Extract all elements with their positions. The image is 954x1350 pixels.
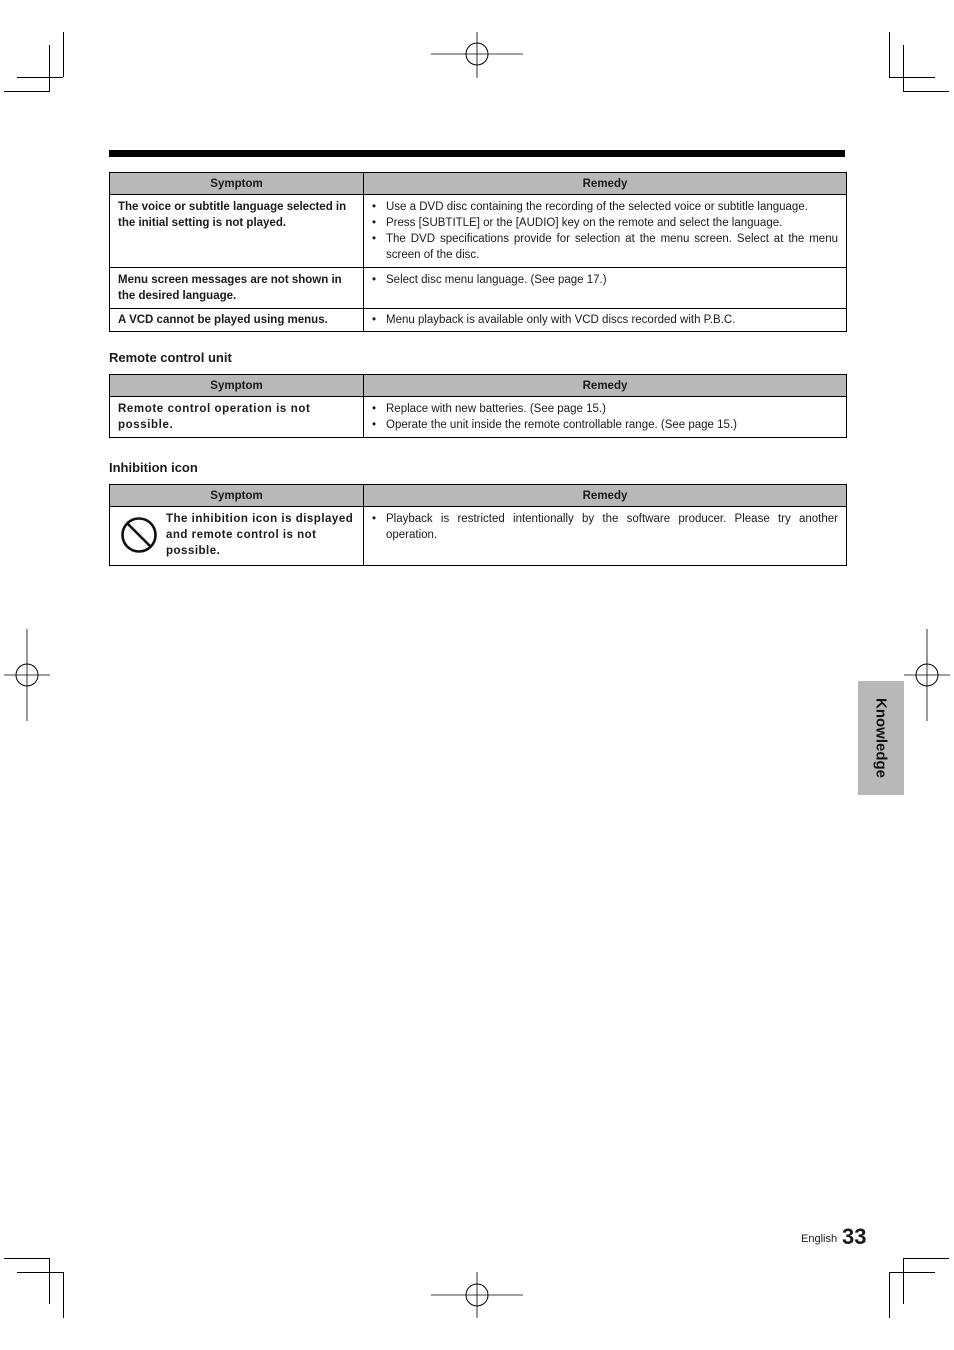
table-header-row	[110, 485, 847, 507]
remedy-header: Remedy	[364, 173, 847, 195]
remedy-cell	[364, 268, 847, 309]
table-row	[110, 507, 847, 566]
footer-language: English	[801, 1233, 838, 1245]
side-tab-knowledge	[858, 681, 904, 795]
troubleshooting-table-inhibition	[109, 484, 847, 566]
table-row	[110, 268, 847, 309]
remedy-header: Remedy	[364, 485, 847, 507]
page-number: 33	[842, 1224, 867, 1249]
remedy-cell	[364, 309, 847, 332]
remedy-item: • Menu playback is available only with VCD discs recorded with P.B.C.	[372, 312, 838, 328]
remedy-item: • Select disc menu language. (See page 17.)	[372, 272, 838, 288]
table-row	[110, 309, 847, 332]
remedy-header: Remedy	[364, 375, 847, 397]
section-heading-remote: Remote control unit	[109, 350, 232, 365]
symptom-header: Symptom	[110, 485, 364, 507]
registration-mark-bottom	[431, 1272, 523, 1318]
table-header-row	[110, 173, 847, 195]
troubleshooting-table-remote	[109, 374, 847, 438]
registration-mark-top	[431, 32, 523, 78]
remedy-cell	[364, 507, 847, 566]
remedy-cell	[364, 195, 847, 268]
remedy-cell	[364, 397, 847, 438]
remedy-item: • Operate the unit inside the remote controllable range. (See page 15.)	[372, 417, 838, 433]
symptom-header: Symptom	[110, 375, 364, 397]
symptom-cell: Remote control operation is not possible.	[110, 397, 364, 438]
symptom-header: Symptom	[110, 173, 364, 195]
remedy-item: • Playback is restricted intentionally by the software producer. Please try another operation.	[372, 511, 838, 543]
header-rule	[109, 150, 845, 157]
symptom-text: The inhibition icon is displayed and remote control is not possible.	[166, 513, 354, 557]
remedy-item: • Press [SUBTITLE] or the [AUDIO] key on the remote and select the language.	[372, 215, 838, 231]
remedy-item: • Replace with new batteries. (See page 15.)	[372, 401, 838, 417]
symptom-cell: The voice or subtitle language selected in the initial setting is not played.	[110, 195, 364, 268]
table-header-row	[110, 375, 847, 397]
side-tab-label: Knowledge	[872, 697, 890, 779]
symptom-cell: A VCD cannot be played using menus.	[110, 309, 364, 332]
remedy-item: • The DVD specifications provide for selection at the menu screen. Select at the menu screen of the disc.	[372, 231, 838, 263]
prohibited-icon	[120, 516, 158, 554]
registration-mark-left	[4, 629, 50, 721]
table-row	[110, 195, 847, 268]
table-row	[110, 397, 847, 438]
troubleshooting-table-disc	[109, 172, 847, 332]
registration-mark-right	[904, 629, 950, 721]
symptom-cell	[110, 507, 364, 566]
remedy-item: • Use a DVD disc containing the recording of the selected voice or subtitle language.	[372, 199, 838, 215]
symptom-cell: Menu screen messages are not shown in the desired language.	[110, 268, 364, 309]
section-heading-inhibition: Inhibition icon	[109, 460, 198, 475]
